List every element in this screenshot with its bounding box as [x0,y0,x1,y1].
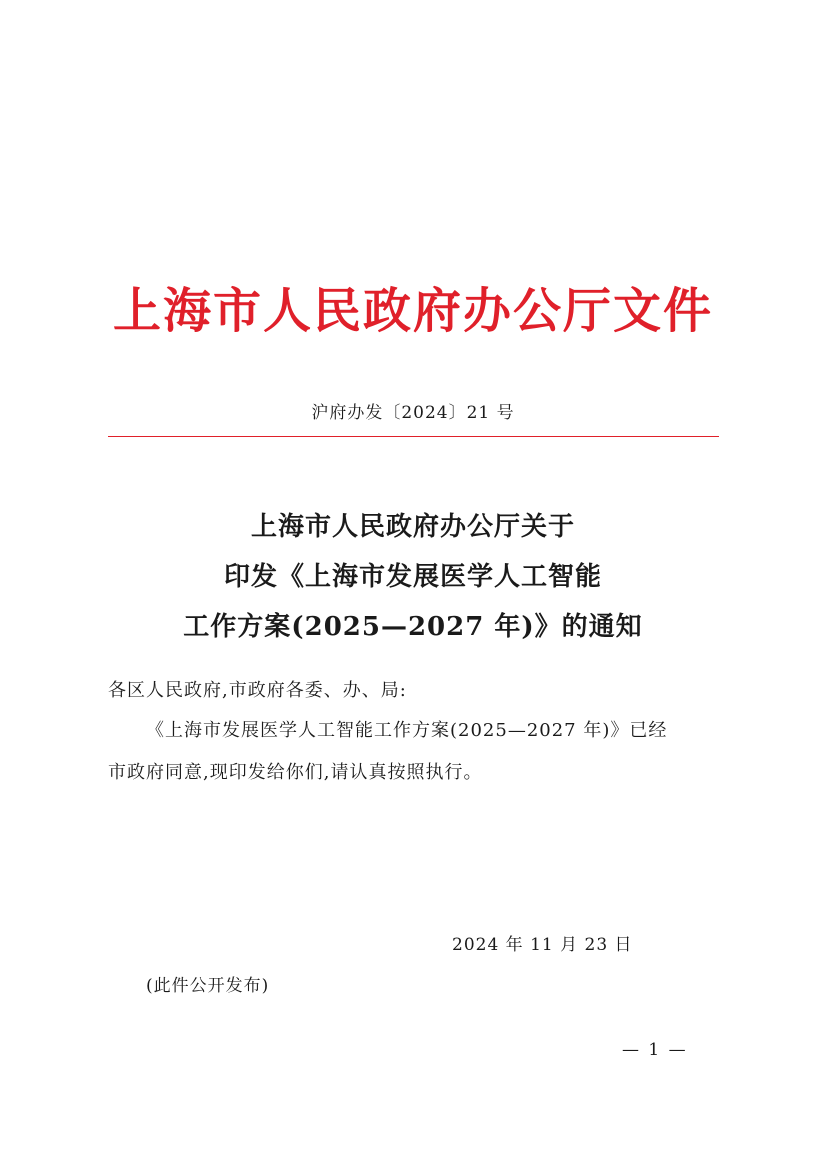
release-note: (此件公开发布) [146,976,270,996]
body-paragraph-line-1: 《上海市发展医学人工智能工作方案(2025—2027 年)》已经 [146,720,668,741]
red-divider-line [108,436,719,437]
document-masthead: 上海市人民政府办公厅文件 [112,283,713,339]
document-title-line-1: 上海市人民政府办公厅关于 [250,512,575,542]
issue-date: 2024 年 11 月 23 日 [452,935,633,955]
page-number: — 1 — [622,1040,688,1060]
document-title-line-3: 工作方案(2025—2027 年)》的通知 [183,612,643,642]
document-number: 沪府办发〔2024〕21 号 [311,403,515,423]
addressee: 各区人民政府,市政府各委、办、局: [108,680,407,701]
document-title-line-2: 印发《上海市发展医学人工智能 [223,562,602,592]
body-paragraph-line-2: 市政府同意,现印发给你们,请认真按照执行。 [108,762,483,783]
